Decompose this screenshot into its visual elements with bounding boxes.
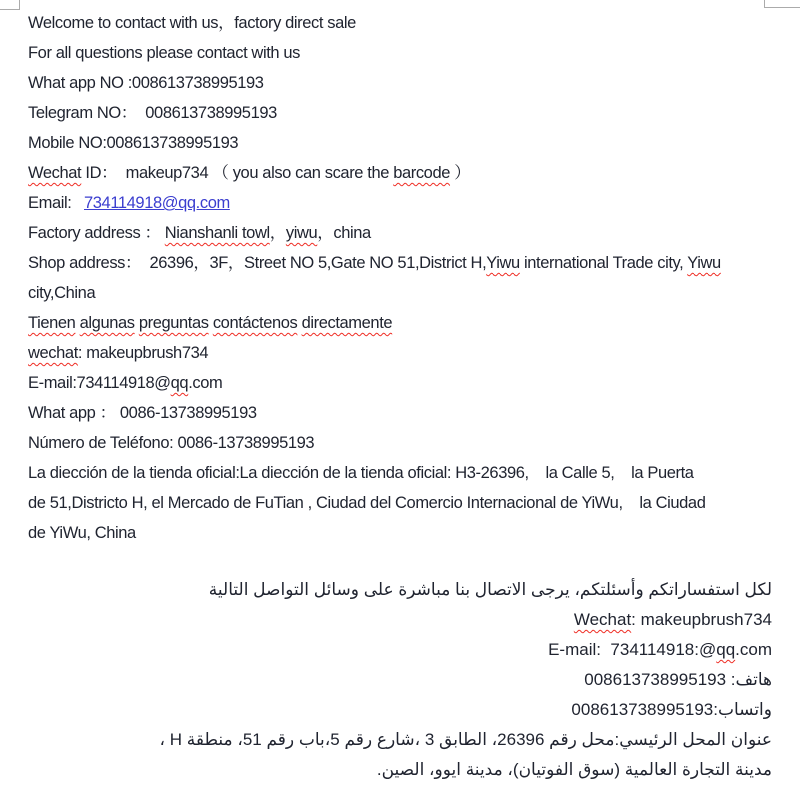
page-corner-mark-left-icon bbox=[0, 0, 20, 10]
misspelled-text: barcode bbox=[393, 164, 451, 182]
misspelled-text: algunas bbox=[79, 314, 135, 332]
text-segment: What app ： 0086-13738995193 bbox=[28, 404, 257, 422]
misspelled-text: qq bbox=[716, 640, 736, 659]
misspelled-text: contáctenos bbox=[212, 314, 298, 332]
misspelled-text: Wechat bbox=[28, 164, 82, 182]
misspelled-text: directamente bbox=[301, 314, 393, 332]
misspelled-text: Wechat bbox=[573, 610, 632, 629]
line-shop-address-cont bbox=[28, 278, 800, 308]
text-segment: ，china bbox=[317, 224, 371, 242]
line-mobile bbox=[28, 128, 800, 158]
line-wechat-id bbox=[28, 158, 800, 188]
line-es-shop-address-cont2 bbox=[28, 518, 800, 548]
misspelled-text: preguntas bbox=[138, 314, 209, 332]
line-whatsapp bbox=[28, 68, 800, 98]
line-questions bbox=[28, 38, 800, 68]
text-segment: La diección de la tienda oficial:La diección de la tienda oficial: H3-26396, la Calle 5, la Puerta bbox=[28, 464, 694, 482]
text-segment: واتساب:008613738995193 bbox=[571, 700, 772, 719]
text-segment: de YiWu, China bbox=[28, 524, 136, 542]
line-factory-address bbox=[28, 218, 800, 248]
page-corner-mark-right-icon bbox=[764, 0, 800, 8]
line-ar-phone bbox=[0, 665, 772, 695]
line-ar-intro bbox=[0, 575, 772, 605]
line-shop-address bbox=[28, 248, 800, 278]
text-segment: For all questions please contact with us bbox=[28, 44, 300, 62]
text-segment: city,China bbox=[28, 284, 96, 302]
line-telegram bbox=[28, 98, 800, 128]
line-es-phone bbox=[28, 428, 800, 458]
line-ar-whatsapp bbox=[0, 695, 772, 725]
text-segment: هاتف: 008613738995193 bbox=[584, 670, 772, 689]
line-ar-wechat bbox=[0, 605, 772, 635]
line-es-shop-address-cont bbox=[28, 488, 800, 518]
text-segment: Número de Teléfono: 0086-13738995193 bbox=[28, 434, 315, 452]
text-segment: : makeupbrush734 bbox=[77, 344, 209, 362]
misspelled-text: wechat bbox=[28, 344, 78, 362]
line-es-whatsapp bbox=[28, 398, 800, 428]
line-es-shop-address bbox=[28, 458, 800, 488]
misspelled-text: Yiwu bbox=[687, 254, 721, 272]
line-ar-address bbox=[0, 725, 772, 755]
text-segment: Welcome to contact with us，factory direct sale bbox=[28, 14, 356, 32]
misspelled-text: qq bbox=[170, 374, 189, 392]
text-segment: Telegram NO： 008613738995193 bbox=[28, 104, 277, 122]
misspelled-text: yiwu bbox=[285, 224, 318, 242]
text-segment: ID： makeup734 （ you also can scare the bbox=[81, 164, 394, 182]
line-es-email bbox=[28, 368, 800, 398]
line-ar-email bbox=[0, 635, 772, 665]
text-segment: : makeupbrush734 bbox=[631, 610, 772, 629]
text-segment: .com bbox=[188, 374, 223, 392]
email-link[interactable]: 734114918@qq.com bbox=[84, 194, 230, 212]
text-segment: عنوان المحل الرئيسي:محل رقم 26396، الطابق 3 ،شارع رقم 5،باب رقم 51، منطقة H ، bbox=[159, 730, 772, 749]
misspelled-text: Nianshanli towl bbox=[164, 224, 270, 242]
line-es-contact bbox=[28, 308, 800, 338]
text-segment: Shop address： 26396，3F，Street NO 5,Gate NO 51,District H, bbox=[28, 254, 487, 272]
line-email bbox=[28, 188, 800, 218]
misspelled-text: Tienen bbox=[28, 314, 76, 332]
text-segment: E-mail: 734114918:@ bbox=[548, 640, 717, 659]
text-segment: .com bbox=[735, 640, 772, 659]
text-segment: de 51,Districto H, el Mercado de FuTian , Ciudad del Comercio Internacional de YiWu, la Ciudad bbox=[28, 494, 706, 512]
text-segment: E-mail:734114918@ bbox=[28, 374, 171, 392]
text-segment: international Trade city, bbox=[519, 254, 688, 272]
text-segment: مدينة التجارة العالمية (سوق الفوتيان)، مدينة ايوو، الصين. bbox=[376, 760, 772, 779]
text-segment: ） bbox=[450, 164, 471, 182]
misspelled-text: Yiwu bbox=[486, 254, 520, 272]
text-segment: Factory address ： bbox=[28, 224, 165, 242]
line-es-wechat bbox=[28, 338, 800, 368]
text-segment: Email: bbox=[28, 194, 84, 212]
text-segment: What app NO :008613738995193 bbox=[28, 74, 264, 92]
text-segment: لكل استفساراتكم وأسئلتكم، يرجى الاتصال بنا مباشرة على وسائل التواصل التالية bbox=[208, 580, 772, 599]
text-segment: ， bbox=[269, 224, 286, 242]
contact-info-arabic-block bbox=[0, 575, 800, 785]
line-ar-address-cont bbox=[0, 755, 772, 785]
line-welcome bbox=[28, 8, 800, 38]
text-segment: Mobile NO:008613738995193 bbox=[28, 134, 239, 152]
